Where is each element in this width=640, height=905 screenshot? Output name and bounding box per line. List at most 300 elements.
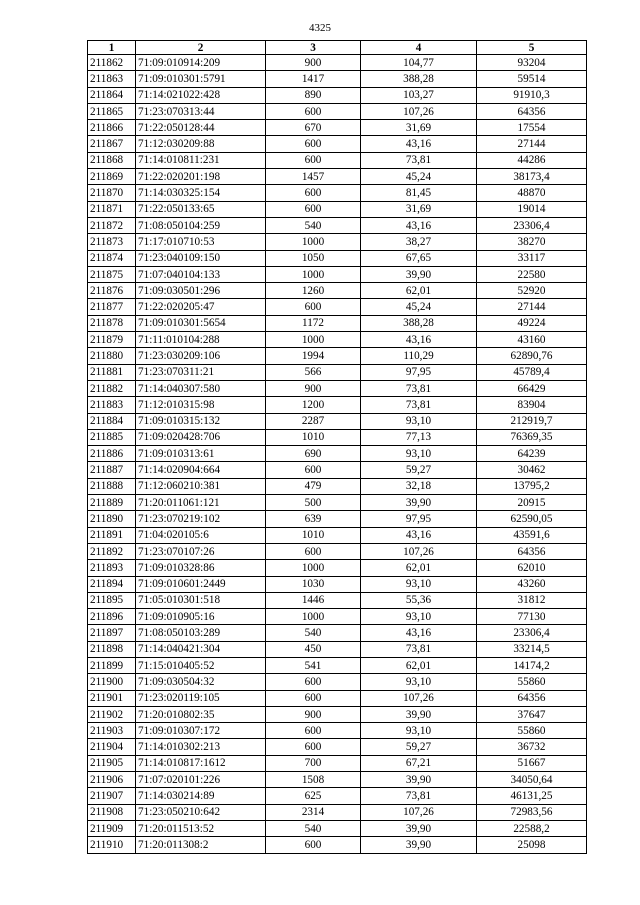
table-row xyxy=(88,185,587,201)
row-id-cell: 211906 xyxy=(88,772,136,788)
table-row xyxy=(88,625,587,641)
area-cell: 900 xyxy=(266,706,361,722)
value-cell: 77130 xyxy=(477,609,587,625)
rate-cell: 388,28 xyxy=(361,71,477,87)
value-cell: 62890,76 xyxy=(477,348,587,364)
rate-cell: 43,16 xyxy=(361,136,477,152)
value-cell: 72983,56 xyxy=(477,804,587,820)
row-id-cell: 211905 xyxy=(88,755,136,771)
value-cell: 43591,6 xyxy=(477,527,587,543)
value-cell: 36732 xyxy=(477,739,587,755)
cadastral-number-cell: 71:23:070313:44 xyxy=(136,103,266,119)
table-row xyxy=(88,820,587,836)
table-row xyxy=(88,641,587,657)
cadastral-number-cell: 71:09:010914:209 xyxy=(136,55,266,71)
cadastral-number-cell: 71:22:020205:47 xyxy=(136,299,266,315)
rate-cell: 104,77 xyxy=(361,55,477,71)
table-row xyxy=(88,837,587,853)
rate-cell: 93,10 xyxy=(361,609,477,625)
table-row xyxy=(88,152,587,168)
table-row xyxy=(88,657,587,673)
cadastral-number-cell: 71:23:070107:26 xyxy=(136,543,266,559)
row-id-cell: 211866 xyxy=(88,120,136,136)
table-row xyxy=(88,527,587,543)
table-row xyxy=(88,234,587,250)
cadastral-number-cell: 71:14:030325:154 xyxy=(136,185,266,201)
rate-cell: 73,81 xyxy=(361,397,477,413)
table-row xyxy=(88,250,587,266)
area-cell: 1417 xyxy=(266,71,361,87)
table-row xyxy=(88,772,587,788)
area-cell: 900 xyxy=(266,55,361,71)
table-row xyxy=(88,103,587,119)
rate-cell: 62,01 xyxy=(361,657,477,673)
cadastral-number-cell: 71:08:050104:259 xyxy=(136,217,266,233)
table-row xyxy=(88,299,587,315)
area-cell: 639 xyxy=(266,511,361,527)
value-cell: 38270 xyxy=(477,234,587,250)
area-cell: 600 xyxy=(266,674,361,690)
rate-cell: 97,95 xyxy=(361,511,477,527)
column-header-4: 4 xyxy=(361,41,477,55)
rate-cell: 93,10 xyxy=(361,576,477,592)
area-cell: 1508 xyxy=(266,772,361,788)
table-row xyxy=(88,706,587,722)
rate-cell: 93,10 xyxy=(361,446,477,462)
table-row xyxy=(88,55,587,71)
cadastral-number-cell: 71:23:020119:105 xyxy=(136,690,266,706)
value-cell: 59514 xyxy=(477,71,587,87)
rate-cell: 31,69 xyxy=(361,120,477,136)
value-cell: 22588,2 xyxy=(477,820,587,836)
area-cell: 900 xyxy=(266,380,361,396)
table-row xyxy=(88,804,587,820)
rate-cell: 39,90 xyxy=(361,772,477,788)
cadastral-number-cell: 71:23:040109:150 xyxy=(136,250,266,266)
table-row xyxy=(88,71,587,87)
column-header-2: 2 xyxy=(136,41,266,55)
value-cell: 55860 xyxy=(477,723,587,739)
rate-cell: 73,81 xyxy=(361,380,477,396)
area-cell: 600 xyxy=(266,837,361,853)
area-cell: 1000 xyxy=(266,560,361,576)
rate-cell: 73,81 xyxy=(361,641,477,657)
table-row xyxy=(88,397,587,413)
cadastral-number-cell: 71:22:050133:65 xyxy=(136,201,266,217)
value-cell: 48870 xyxy=(477,185,587,201)
area-cell: 600 xyxy=(266,543,361,559)
cadastral-number-cell: 71:08:050103:289 xyxy=(136,625,266,641)
value-cell: 46131,25 xyxy=(477,788,587,804)
table-row xyxy=(88,446,587,462)
value-cell: 64239 xyxy=(477,446,587,462)
row-id-cell: 211874 xyxy=(88,250,136,266)
cadastral-number-cell: 71:14:010302:213 xyxy=(136,739,266,755)
cadastral-number-cell: 71:09:030501:296 xyxy=(136,283,266,299)
value-cell: 62010 xyxy=(477,560,587,576)
rate-cell: 43,16 xyxy=(361,527,477,543)
table-row xyxy=(88,690,587,706)
cadastral-number-cell: 71:14:030214:89 xyxy=(136,788,266,804)
table-row xyxy=(88,609,587,625)
column-header-1: 1 xyxy=(88,41,136,55)
area-cell: 600 xyxy=(266,462,361,478)
cadastral-number-cell: 71:09:010328:86 xyxy=(136,560,266,576)
cadastral-number-cell: 71:09:010315:132 xyxy=(136,413,266,429)
table-row xyxy=(88,380,587,396)
table-row xyxy=(88,739,587,755)
rate-cell: 73,81 xyxy=(361,152,477,168)
row-id-cell: 211882 xyxy=(88,380,136,396)
table-row xyxy=(88,283,587,299)
row-id-cell: 211896 xyxy=(88,609,136,625)
table-row xyxy=(88,755,587,771)
table-row xyxy=(88,136,587,152)
value-cell: 64356 xyxy=(477,103,587,119)
row-id-cell: 211899 xyxy=(88,657,136,673)
row-id-cell: 211863 xyxy=(88,71,136,87)
area-cell: 600 xyxy=(266,201,361,217)
cadastral-number-cell: 71:09:010905:16 xyxy=(136,609,266,625)
table-row xyxy=(88,478,587,494)
value-cell: 76369,35 xyxy=(477,429,587,445)
value-cell: 43260 xyxy=(477,576,587,592)
table-row xyxy=(88,348,587,364)
area-cell: 600 xyxy=(266,723,361,739)
row-id-cell: 211867 xyxy=(88,136,136,152)
rate-cell: 59,27 xyxy=(361,462,477,478)
rate-cell: 43,16 xyxy=(361,625,477,641)
value-cell: 20915 xyxy=(477,495,587,511)
value-cell: 37647 xyxy=(477,706,587,722)
row-id-cell: 211886 xyxy=(88,446,136,462)
cadastral-number-cell: 71:14:020904:664 xyxy=(136,462,266,478)
rate-cell: 67,65 xyxy=(361,250,477,266)
row-id-cell: 211864 xyxy=(88,87,136,103)
cadastral-number-cell: 71:09:010307:172 xyxy=(136,723,266,739)
rate-cell: 107,26 xyxy=(361,103,477,119)
area-cell: 600 xyxy=(266,152,361,168)
value-cell: 31812 xyxy=(477,592,587,608)
table-row xyxy=(88,462,587,478)
row-id-cell: 211876 xyxy=(88,283,136,299)
area-cell: 1000 xyxy=(266,332,361,348)
value-cell: 83904 xyxy=(477,397,587,413)
table-row xyxy=(88,87,587,103)
data-table xyxy=(87,40,587,854)
rate-cell: 43,16 xyxy=(361,332,477,348)
value-cell: 38173,4 xyxy=(477,169,587,185)
cadastral-number-cell: 71:14:010811:231 xyxy=(136,152,266,168)
rate-cell: 43,16 xyxy=(361,217,477,233)
rate-cell: 388,28 xyxy=(361,315,477,331)
area-cell: 1172 xyxy=(266,315,361,331)
area-cell: 1030 xyxy=(266,576,361,592)
page-number: 4325 xyxy=(309,22,331,34)
value-cell: 14174,2 xyxy=(477,657,587,673)
row-id-cell: 211902 xyxy=(88,706,136,722)
row-id-cell: 211891 xyxy=(88,527,136,543)
value-cell: 34050,64 xyxy=(477,772,587,788)
area-cell: 450 xyxy=(266,641,361,657)
column-header-3: 3 xyxy=(266,41,361,55)
row-id-cell: 211862 xyxy=(88,55,136,71)
cadastral-number-cell: 71:17:010710:53 xyxy=(136,234,266,250)
cadastral-number-cell: 71:15:010405:52 xyxy=(136,657,266,673)
table-row xyxy=(88,495,587,511)
row-id-cell: 211884 xyxy=(88,413,136,429)
area-cell: 670 xyxy=(266,120,361,136)
row-id-cell: 211879 xyxy=(88,332,136,348)
row-id-cell: 211903 xyxy=(88,723,136,739)
area-cell: 566 xyxy=(266,364,361,380)
value-cell: 44286 xyxy=(477,152,587,168)
cadastral-number-cell: 71:09:020428:706 xyxy=(136,429,266,445)
value-cell: 55860 xyxy=(477,674,587,690)
row-id-cell: 211895 xyxy=(88,592,136,608)
row-id-cell: 211878 xyxy=(88,315,136,331)
table-row xyxy=(88,332,587,348)
value-cell: 93204 xyxy=(477,55,587,71)
area-cell: 479 xyxy=(266,478,361,494)
table-row xyxy=(88,315,587,331)
value-cell: 25098 xyxy=(477,837,587,853)
row-id-cell: 211898 xyxy=(88,641,136,657)
cadastral-number-cell: 71:07:020101:226 xyxy=(136,772,266,788)
cadastral-number-cell: 71:20:010802:35 xyxy=(136,706,266,722)
area-cell: 690 xyxy=(266,446,361,462)
value-cell: 33117 xyxy=(477,250,587,266)
table-row xyxy=(88,266,587,282)
area-cell: 890 xyxy=(266,87,361,103)
header-row xyxy=(88,41,587,55)
cadastral-number-cell: 71:14:040421:304 xyxy=(136,641,266,657)
value-cell: 27144 xyxy=(477,136,587,152)
cadastral-number-cell: 71:04:020105:6 xyxy=(136,527,266,543)
area-cell: 540 xyxy=(266,625,361,641)
area-cell: 600 xyxy=(266,185,361,201)
area-cell: 540 xyxy=(266,217,361,233)
area-cell: 1000 xyxy=(266,266,361,282)
area-cell: 1457 xyxy=(266,169,361,185)
value-cell: 91910,3 xyxy=(477,87,587,103)
row-id-cell: 211883 xyxy=(88,397,136,413)
rate-cell: 110,29 xyxy=(361,348,477,364)
row-id-cell: 211888 xyxy=(88,478,136,494)
row-id-cell: 211868 xyxy=(88,152,136,168)
area-cell: 1260 xyxy=(266,283,361,299)
cadastral-number-cell: 71:23:070311:21 xyxy=(136,364,266,380)
rate-cell: 39,90 xyxy=(361,820,477,836)
cadastral-number-cell: 71:09:010313:61 xyxy=(136,446,266,462)
row-id-cell: 211910 xyxy=(88,837,136,853)
rate-cell: 59,27 xyxy=(361,739,477,755)
value-cell: 22580 xyxy=(477,266,587,282)
area-cell: 700 xyxy=(266,755,361,771)
table-row xyxy=(88,413,587,429)
row-id-cell: 211881 xyxy=(88,364,136,380)
value-cell: 43160 xyxy=(477,332,587,348)
area-cell: 1446 xyxy=(266,592,361,608)
area-cell: 1000 xyxy=(266,609,361,625)
area-cell: 600 xyxy=(266,299,361,315)
area-cell: 600 xyxy=(266,690,361,706)
area-cell: 625 xyxy=(266,788,361,804)
value-cell: 66429 xyxy=(477,380,587,396)
rate-cell: 39,90 xyxy=(361,837,477,853)
table-row xyxy=(88,543,587,559)
value-cell: 64356 xyxy=(477,543,587,559)
value-cell: 30462 xyxy=(477,462,587,478)
cadastral-number-cell: 71:12:030209:88 xyxy=(136,136,266,152)
area-cell: 1050 xyxy=(266,250,361,266)
value-cell: 51667 xyxy=(477,755,587,771)
table-row xyxy=(88,560,587,576)
row-id-cell: 211890 xyxy=(88,511,136,527)
row-id-cell: 211870 xyxy=(88,185,136,201)
rate-cell: 97,95 xyxy=(361,364,477,380)
value-cell: 17554 xyxy=(477,120,587,136)
rate-cell: 93,10 xyxy=(361,674,477,690)
row-id-cell: 211885 xyxy=(88,429,136,445)
value-cell: 27144 xyxy=(477,299,587,315)
cadastral-number-cell: 71:22:050128:44 xyxy=(136,120,266,136)
rate-cell: 39,90 xyxy=(361,266,477,282)
row-id-cell: 211907 xyxy=(88,788,136,804)
cadastral-number-cell: 71:09:010301:5791 xyxy=(136,71,266,87)
table-row xyxy=(88,169,587,185)
row-id-cell: 211871 xyxy=(88,201,136,217)
rate-cell: 55,36 xyxy=(361,592,477,608)
row-id-cell: 211875 xyxy=(88,266,136,282)
rate-cell: 93,10 xyxy=(361,723,477,739)
row-id-cell: 211897 xyxy=(88,625,136,641)
rate-cell: 77,13 xyxy=(361,429,477,445)
table-row xyxy=(88,511,587,527)
area-cell: 1000 xyxy=(266,234,361,250)
area-cell: 2287 xyxy=(266,413,361,429)
cadastral-number-cell: 71:05:010301:518 xyxy=(136,592,266,608)
rate-cell: 39,90 xyxy=(361,706,477,722)
row-id-cell: 211873 xyxy=(88,234,136,250)
area-cell: 2314 xyxy=(266,804,361,820)
rate-cell: 39,90 xyxy=(361,495,477,511)
rate-cell: 31,69 xyxy=(361,201,477,217)
rate-cell: 45,24 xyxy=(361,169,477,185)
area-cell: 500 xyxy=(266,495,361,511)
rate-cell: 45,24 xyxy=(361,299,477,315)
column-header-5: 5 xyxy=(477,41,587,55)
cadastral-number-cell: 71:14:021022:428 xyxy=(136,87,266,103)
cadastral-number-cell: 71:14:010817:1612 xyxy=(136,755,266,771)
row-id-cell: 211900 xyxy=(88,674,136,690)
table-row xyxy=(88,674,587,690)
row-id-cell: 211880 xyxy=(88,348,136,364)
table-row xyxy=(88,217,587,233)
cadastral-number-cell: 71:09:030504:32 xyxy=(136,674,266,690)
cadastral-number-cell: 71:09:010301:5654 xyxy=(136,315,266,331)
table-row xyxy=(88,120,587,136)
table-body xyxy=(88,55,587,854)
table-row xyxy=(88,364,587,380)
cadastral-number-cell: 71:23:030209:106 xyxy=(136,348,266,364)
value-cell: 212919,7 xyxy=(477,413,587,429)
table-row xyxy=(88,788,587,804)
table-row xyxy=(88,429,587,445)
row-id-cell: 211908 xyxy=(88,804,136,820)
table-row xyxy=(88,592,587,608)
area-cell: 1010 xyxy=(266,527,361,543)
value-cell: 23306,4 xyxy=(477,217,587,233)
row-id-cell: 211893 xyxy=(88,560,136,576)
cadastral-number-cell: 71:20:011308:2 xyxy=(136,837,266,853)
cadastral-number-cell: 71:07:040104:133 xyxy=(136,266,266,282)
cadastral-number-cell: 71:20:011513:52 xyxy=(136,820,266,836)
rate-cell: 62,01 xyxy=(361,560,477,576)
area-cell: 541 xyxy=(266,657,361,673)
row-id-cell: 211892 xyxy=(88,543,136,559)
value-cell: 49224 xyxy=(477,315,587,331)
cadastral-number-cell: 71:12:060210:381 xyxy=(136,478,266,494)
row-id-cell: 211887 xyxy=(88,462,136,478)
rate-cell: 107,26 xyxy=(361,690,477,706)
row-id-cell: 211889 xyxy=(88,495,136,511)
area-cell: 600 xyxy=(266,136,361,152)
row-id-cell: 211904 xyxy=(88,739,136,755)
cadastral-number-cell: 71:14:040307:580 xyxy=(136,380,266,396)
value-cell: 52920 xyxy=(477,283,587,299)
value-cell: 13795,2 xyxy=(477,478,587,494)
cadastral-number-cell: 71:12:010315:98 xyxy=(136,397,266,413)
area-cell: 1200 xyxy=(266,397,361,413)
rate-cell: 73,81 xyxy=(361,788,477,804)
table-row xyxy=(88,576,587,592)
area-cell: 1010 xyxy=(266,429,361,445)
rate-cell: 107,26 xyxy=(361,804,477,820)
rate-cell: 62,01 xyxy=(361,283,477,299)
rate-cell: 93,10 xyxy=(361,413,477,429)
area-cell: 540 xyxy=(266,820,361,836)
rate-cell: 38,27 xyxy=(361,234,477,250)
rate-cell: 32,18 xyxy=(361,478,477,494)
table-row xyxy=(88,723,587,739)
cadastral-number-cell: 71:23:070219:102 xyxy=(136,511,266,527)
area-cell: 1994 xyxy=(266,348,361,364)
value-cell: 62590,05 xyxy=(477,511,587,527)
row-id-cell: 211894 xyxy=(88,576,136,592)
cadastral-number-cell: 71:20:011061:121 xyxy=(136,495,266,511)
value-cell: 23306,4 xyxy=(477,625,587,641)
value-cell: 64356 xyxy=(477,690,587,706)
table-row xyxy=(88,201,587,217)
rate-cell: 107,26 xyxy=(361,543,477,559)
value-cell: 45789,4 xyxy=(477,364,587,380)
cadastral-number-cell: 71:09:010601:2449 xyxy=(136,576,266,592)
row-id-cell: 211865 xyxy=(88,103,136,119)
area-cell: 600 xyxy=(266,103,361,119)
cadastral-number-cell: 71:11:010104:288 xyxy=(136,332,266,348)
row-id-cell: 211872 xyxy=(88,217,136,233)
row-id-cell: 211901 xyxy=(88,690,136,706)
value-cell: 19014 xyxy=(477,201,587,217)
row-id-cell: 211877 xyxy=(88,299,136,315)
rate-cell: 81,45 xyxy=(361,185,477,201)
cadastral-number-cell: 71:22:020201:198 xyxy=(136,169,266,185)
area-cell: 600 xyxy=(266,739,361,755)
row-id-cell: 211909 xyxy=(88,820,136,836)
value-cell: 33214,5 xyxy=(477,641,587,657)
cadastral-number-cell: 71:23:050210:642 xyxy=(136,804,266,820)
